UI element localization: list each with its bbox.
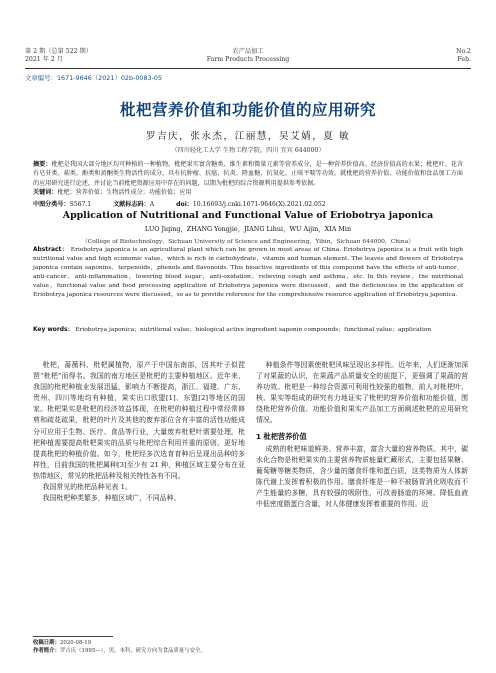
author-bio: 罗吉庆（1995—），男，本科，研究方向为食品质量与安全。	[59, 648, 206, 654]
affiliation-en: （College of Biotechnology，Sichuan University of Science and Engineering，Yibin，Sichuan 644000，China）	[81, 239, 415, 245]
body-paragraph: 种植条件等因素使枇杷风味呈现出多样性。近年来，人们逐渐加深了对果蔬的认识，在果蔬产品质量安全的前提下，更强调了果蔬的营养功效。枇杷是一种综合资源可利用性较强的植物，前人对枇杷叶、核、果实等组成的研究有力地证实了枇杷的营养价值和功能价值，围绕枇杷营养价值、功能价值和果实产品加工方面阐述枇杷的应用研究情况。	[256, 361, 468, 425]
body-paragraph: 我国枇杷种类繁多，种植区域广，不同品种、	[42, 494, 181, 503]
header-journal-cn: 农产品加工	[232, 48, 264, 55]
keywords-en	[33, 326, 463, 335]
doi-label: doi：	[176, 200, 193, 208]
affiliation-cn: （四川轻化工大学 生物工程学院，四川 宜宾 644000）	[171, 147, 325, 154]
authors-cn: 罗吉庆，张永杰，江丽慧，吴艾婧，夏 敏	[145, 131, 351, 142]
doc-code-value: A	[149, 200, 155, 208]
clc	[33, 199, 91, 208]
body-paragraph: 我国常见的枇杷品种见表 1。	[42, 483, 132, 492]
clc-value: S567.1	[69, 200, 92, 208]
classification-line	[33, 199, 463, 208]
running-header	[25, 48, 471, 68]
abstract-cn-text: 枇杷是我国大部分地区均可种植的一种植物。枇杷果实富含糖类、维生素和微量元素等营养成分，是一种营养价值高、经济价值高的水果；枇杷叶、花含有皂苷类、萜类、酚类和黄酮类生物活性的成分，具有抗肿瘤、抗癌、抗炎、降血糖、抗氧化、止咳平喘等功效。就枇杷的营养价值、功能价值和食品加工方面的应用研究进行论述，并讨论当前枇杷资源应用中存在的问题，以期为枇杷的综合资源利用提供参考依据。	[33, 161, 464, 187]
keywords-en-label: Key words：	[33, 327, 74, 333]
authors-en: LUO Jiqing，ZHANG Yongjie，JIANG Lihui，WU Aijin，XIA Min	[144, 225, 352, 233]
section-heading: 1 枇杷营养价值	[256, 431, 307, 441]
keywords-cn	[33, 187, 463, 196]
doc-code-label: 文献标志码：	[113, 200, 150, 208]
body-column-right	[256, 360, 468, 510]
footnote	[33, 639, 206, 655]
footnote-received	[33, 639, 206, 647]
title-cn: 枇杷营养价值和功能价值的应用研究	[119, 101, 376, 119]
body-paragraph: 枇杷，蔷薇科、枇杷属植物，原产于中国东南部，因其叶子似琵琶“枇杷”而得名。我国的南方地区是枇杷的主要种植地区。近年来，我国的枇杷种植业发展迅猛，影响力不断提高，浙江、福建、广东、贵州、四川等地均有种植，果实出口欧盟[1]、东盟[2]等地区的国家。枇杷果实是枇杷的经济效益体现，在枇杷的种植过程中常经常修剪和疏花疏果，枇杷的叶片及其他的废弃部位含有丰富的活性功能成分可应用于生物、医疗、食品等行业，大量废弃枇杷叶需要处理。枇杷种植需要提高枇杷果实的品质与枇杷综合利用并重的原则，更好地提高枇杷的种植价值。如今，枇杷经多次选育育种后呈现出品种的多样性，目前我国的枇杷属种[3]至少有 21 种，种植区域主要分布在亚热带地区，常见的枇杷品种及相关特性各有不同。	[33, 361, 245, 480]
header-rule	[25, 68, 471, 69]
abstract-cn	[33, 160, 463, 188]
header-issue-number: 第 2 期（总第 522 期）	[25, 48, 92, 55]
doc-code	[113, 199, 154, 208]
keywords-cn-label: 关键词：	[33, 189, 58, 196]
abstract-cn-label: 摘要：	[33, 161, 52, 168]
title-en: Application of Nutritional and Functional Value of Eriobotrya japonica	[62, 210, 434, 221]
keywords-cn-text: 枇杷；营养价值；生物活性成分；功能价值；应用	[57, 189, 192, 196]
body-column-left	[33, 360, 245, 504]
received-label: 收稿日期：	[33, 640, 60, 646]
header-issue-date: 2021 年 2 月	[25, 56, 63, 63]
article-number: 文章编号：1671-9646（2021）02b-0083-05	[25, 74, 163, 82]
doi	[176, 199, 325, 208]
abstract-en-label: Abstract：	[33, 247, 69, 253]
body-paragraph: 成熟的枇杷味道鲜美、营养丰富，富含大量的营养物质。其中，碳水化合物是枇杷果实的主要营养物质能量贮藏形式，主要包括果糖、葡萄糖等糖类物质，含少量的膳食纤维和蛋白质，这类物质为人体新陈代谢上发挥着积极的作用。膳食纤维是一种不被肠胃消化吸收而不产生能量的多糖，具有较强的吸附性，可改善肠道的环境、降低血液中低密度脂蛋白含量，对人体健康发挥着重要的作用。近	[256, 444, 468, 509]
footnote-author	[33, 647, 206, 655]
clc-label: 中图分类号：	[33, 200, 70, 208]
meta-cn	[33, 187, 463, 208]
author-bio-label: 作者简介：	[33, 648, 60, 654]
abstract-en	[33, 246, 463, 301]
header-journal	[25, 48, 471, 64]
header-journal-en: Farm Products Processing	[206, 56, 290, 63]
received-date: 2020-08-19	[59, 640, 92, 646]
keywords-en-text: Eriobotrya japonica；nutritional value；biological active ingredient saponin compounds；functional value；application	[75, 327, 432, 333]
header-month: Feb.	[457, 56, 471, 63]
header-volume	[456, 48, 471, 64]
doi-value: 10.16693/j.cnki.1671-9646(X).2021.02.052	[192, 200, 326, 208]
footnote-rule	[33, 636, 113, 637]
header-no: No.2	[456, 48, 471, 55]
abstract-en-text: Eriobotrya japonica is an agricultural plant which can be grown in most areas of China. Eriobotrya japonica is a fruit with high nutritional value and high economic value，which is rich in carbohydrate，vitamin and human element. The leaves and flowers of Eriobotrya japonica contain saponins，terpenoids，phenols and flavonoids. This bioactive ingredients of this compound have the effects of anti-tumor，anti-cancer，anti-inflammation，lowering blood sugar，anti-oxidation，relieving cough and asthma，etc. In this review，the nutritional value，functional value and food processing application of Eriobotrya japonica were discussed，and the deficiencies in the application of Eriobotrya japonica resources were discussed，so as to provide reference for the comprehensive resource application of Eriobotrya japonica.	[33, 247, 463, 299]
